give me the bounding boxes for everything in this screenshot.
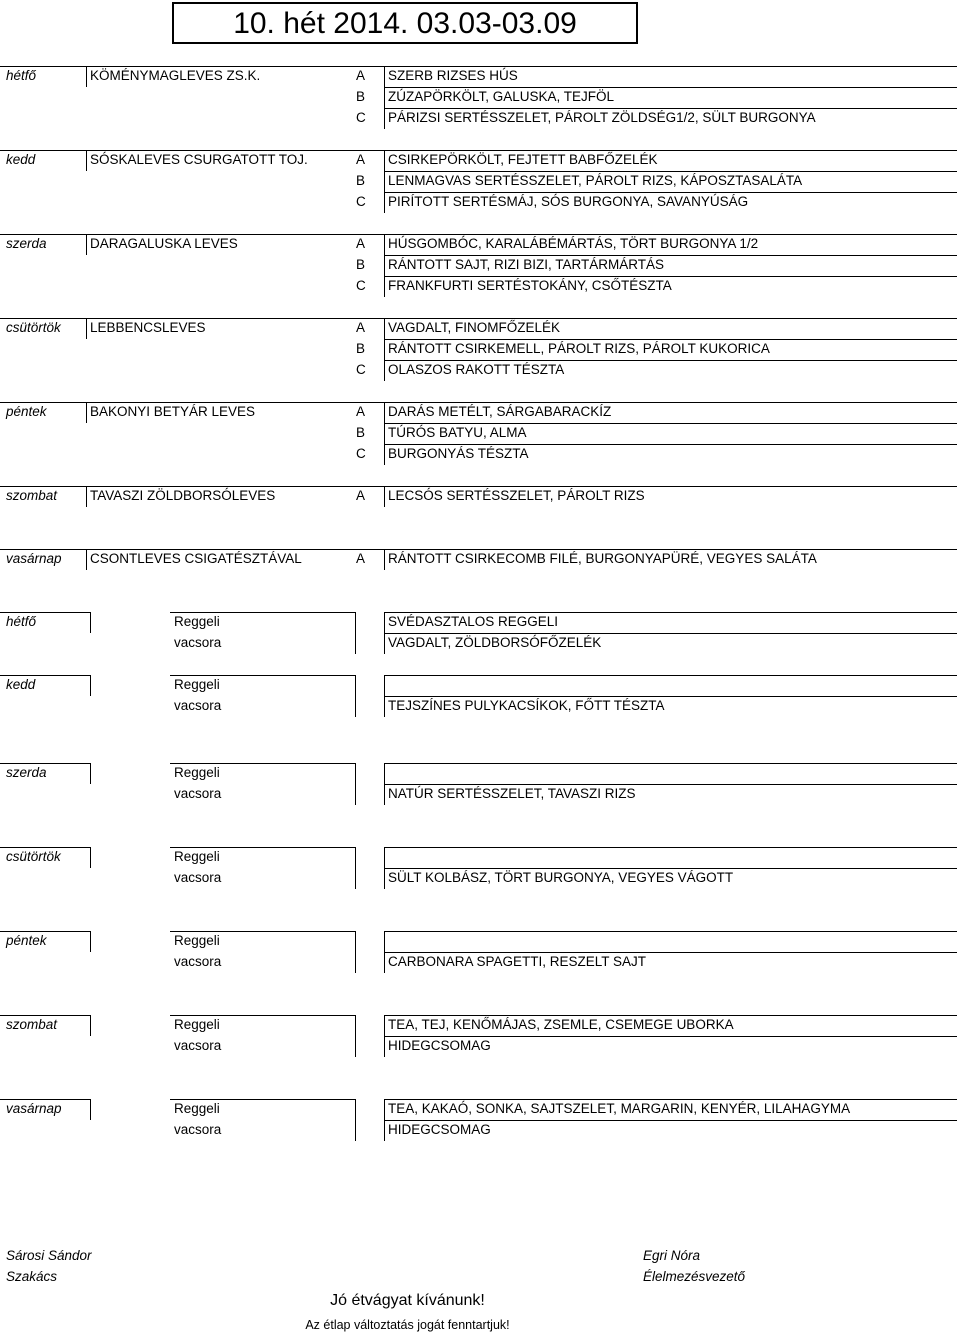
dish-name: RÁNTOTT CSIRKECOMB FILÉ, BURGONYAPÜRÉ, VEGYES SALÁTA bbox=[388, 551, 817, 566]
signature-right-role: Élelmezésvezető bbox=[643, 1269, 746, 1284]
column-divider bbox=[355, 612, 356, 654]
signature-right-name: Egri Nóra bbox=[643, 1248, 701, 1263]
day-label: vasárnap bbox=[6, 551, 62, 566]
column-divider bbox=[355, 847, 356, 889]
cell-border bbox=[384, 87, 957, 88]
option-letter: A bbox=[356, 152, 366, 167]
cell-border bbox=[384, 255, 957, 256]
column-divider bbox=[384, 255, 385, 276]
day-label: hétfő bbox=[6, 614, 37, 629]
day-label: szerda bbox=[6, 236, 47, 251]
day-label: csütörtök bbox=[6, 320, 61, 335]
dinner-dish: SÜLT KOLBÁSZ, TÖRT BURGONYA, VEGYES VÁGOTT bbox=[388, 870, 734, 885]
dish-name: SZERB RIZSES HÚS bbox=[388, 68, 518, 83]
dish-name: PIRÍTOTT SERTÉSMÁJ, SÓS BURGONYA, SAVANYÚSÁG bbox=[388, 194, 749, 209]
option-letter: A bbox=[356, 404, 366, 419]
dish-name: RÁNTOTT CSIRKEMELL, PÁROLT RIZS, PÁROLT KUKORICA bbox=[388, 341, 770, 356]
column-divider bbox=[86, 234, 87, 255]
column-divider bbox=[86, 402, 87, 423]
option-letter: A bbox=[356, 68, 366, 83]
breakfast-label: Reggeli bbox=[174, 933, 220, 948]
column-divider bbox=[384, 549, 385, 570]
row-separator bbox=[384, 931, 957, 932]
column-divider bbox=[86, 549, 87, 570]
dinner-dish: TEJSZÍNES PULYKACSÍKOK, FŐTT TÉSZTA bbox=[388, 698, 665, 713]
column-divider bbox=[384, 444, 385, 465]
day-label: kedd bbox=[6, 677, 36, 692]
column-divider bbox=[86, 318, 87, 339]
column-divider bbox=[90, 675, 91, 696]
dish-name: FRANKFURTI SERTÉSTOKÁNY, CSŐTÉSZTA bbox=[388, 278, 672, 293]
option-letter: C bbox=[356, 278, 366, 293]
soup-name: TAVASZI ZÖLDBORSÓLEVES bbox=[90, 488, 276, 503]
dinner-label: vacsora bbox=[174, 1038, 222, 1053]
day-label: szombat bbox=[6, 1017, 58, 1032]
column-divider bbox=[355, 675, 356, 717]
row-separator bbox=[384, 763, 957, 764]
column-divider bbox=[90, 1015, 91, 1036]
option-letter: B bbox=[356, 341, 366, 356]
column-divider bbox=[86, 66, 87, 87]
signature-left-name: Sárosi Sándor bbox=[6, 1248, 92, 1263]
day-label: vasárnap bbox=[6, 1101, 62, 1116]
option-letter: B bbox=[356, 173, 366, 188]
option-letter: B bbox=[356, 89, 366, 104]
dinner-label: vacsora bbox=[174, 635, 222, 650]
option-letter: A bbox=[356, 488, 366, 503]
option-letter: A bbox=[356, 236, 366, 251]
dish-name: BURGONYÁS TÉSZTA bbox=[388, 446, 529, 461]
dinner-label: vacsora bbox=[174, 1122, 222, 1137]
column-divider bbox=[384, 402, 385, 423]
column-divider bbox=[90, 931, 91, 952]
dinner-dish: HIDEGCSOMAG bbox=[388, 1038, 491, 1053]
day-label: péntek bbox=[6, 933, 47, 948]
breakfast-label: Reggeli bbox=[174, 1101, 220, 1116]
day-label: szerda bbox=[6, 765, 47, 780]
footer-greeting: Jó étvágyat kívánunk! bbox=[330, 1292, 485, 1309]
column-divider bbox=[384, 486, 385, 507]
day-label: péntek bbox=[6, 404, 47, 419]
option-letter: B bbox=[356, 425, 366, 440]
column-divider bbox=[90, 1099, 91, 1120]
column-divider bbox=[90, 612, 91, 633]
option-letter: A bbox=[356, 551, 366, 566]
breakfast-label: Reggeli bbox=[174, 849, 220, 864]
day-label: csütörtök bbox=[6, 849, 61, 864]
breakfast-dish: SVÉDASZTALOS REGGELI bbox=[388, 614, 559, 629]
column-divider bbox=[384, 360, 385, 381]
cell-border bbox=[384, 276, 957, 277]
day-label: kedd bbox=[6, 152, 36, 167]
cell-border bbox=[384, 171, 957, 172]
column-divider bbox=[384, 276, 385, 297]
cell-border bbox=[384, 339, 957, 340]
dish-name: CSIRKEPÖRKÖLT, FEJTETT BABFŐZELÉK bbox=[388, 152, 658, 167]
column-divider bbox=[384, 150, 385, 171]
cell-border bbox=[384, 360, 957, 361]
breakfast-label: Reggeli bbox=[174, 614, 220, 629]
row-separator bbox=[384, 847, 957, 848]
day-label: hétfő bbox=[6, 68, 37, 83]
day-label: szombat bbox=[6, 488, 58, 503]
column-divider bbox=[384, 192, 385, 213]
dish-name: LENMAGVAS SERTÉSSZELET, PÁROLT RIZS, KÁPOSZTASALÁTA bbox=[388, 173, 803, 188]
cell-border bbox=[384, 108, 957, 109]
option-letter: C bbox=[356, 194, 366, 209]
column-divider bbox=[90, 847, 91, 868]
option-letter: B bbox=[356, 257, 366, 272]
dinner-label: vacsora bbox=[174, 954, 222, 969]
column-divider bbox=[384, 339, 385, 360]
dinner-dish: CARBONARA SPAGETTI, RESZELT SAJT bbox=[388, 954, 647, 969]
soup-name: CSONTLEVES CSIGATÉSZTÁVAL bbox=[90, 551, 302, 566]
soup-name: LEBBENCSLEVES bbox=[90, 320, 206, 335]
option-letter: C bbox=[356, 362, 366, 377]
row-separator bbox=[384, 675, 957, 676]
soup-name: SÓSKALEVES CSURGATOTT TOJ. bbox=[90, 152, 308, 167]
breakfast-label: Reggeli bbox=[174, 765, 220, 780]
column-divider bbox=[384, 66, 385, 87]
dinner-dish: VAGDALT, ZÖLDBORSÓFŐZELÉK bbox=[388, 635, 602, 650]
column-divider bbox=[90, 763, 91, 784]
dish-name: PÁRIZSI SERTÉSSZELET, PÁROLT ZÖLDSÉG1/2, SÜLT BURGONYA bbox=[388, 110, 816, 125]
breakfast-dish: TEA, KAKAÓ, SONKA, SAJTSZELET, MARGARIN, KENYÉR, LILAHAGYMA bbox=[388, 1101, 851, 1116]
column-divider bbox=[86, 486, 87, 507]
dish-name: DARÁS METÉLT, SÁRGABARACKÍZ bbox=[388, 404, 612, 419]
cell-border bbox=[384, 444, 957, 445]
breakfast-dish: TEA, TEJ, KENŐMÁJAS, ZSEMLE, CSEMEGE UBORKA bbox=[388, 1017, 734, 1032]
dish-name: VAGDALT, FINOMFŐZELÉK bbox=[388, 320, 561, 335]
dinner-dish: HIDEGCSOMAG bbox=[388, 1122, 491, 1137]
soup-name: KÖMÉNYMAGLEVES ZS.K. bbox=[90, 68, 261, 83]
column-divider bbox=[384, 87, 385, 108]
column-divider bbox=[355, 1015, 356, 1057]
dish-name: TÚRÓS BATYU, ALMA bbox=[388, 425, 527, 440]
column-divider bbox=[355, 931, 356, 973]
soup-name: BAKONYI BETYÁR LEVES bbox=[90, 404, 256, 419]
column-divider bbox=[384, 423, 385, 444]
column-divider bbox=[384, 234, 385, 255]
column-divider bbox=[384, 171, 385, 192]
footer-note: Az étlap változtatás jogát fenntartjuk! bbox=[305, 1318, 510, 1332]
breakfast-label: Reggeli bbox=[174, 1017, 220, 1032]
dish-name: HÚSGOMBÓC, KARALÁBÉMÁRTÁS, TÖRT BURGONYA 1/2 bbox=[388, 236, 759, 251]
breakfast-label: Reggeli bbox=[174, 677, 220, 692]
dinner-label: vacsora bbox=[174, 870, 222, 885]
option-letter: A bbox=[356, 320, 366, 335]
option-letter: C bbox=[356, 446, 366, 461]
cell-border bbox=[384, 423, 957, 424]
page-title: 10. hét 2014. 03.03-03.09 bbox=[172, 2, 638, 44]
cell-border bbox=[384, 192, 957, 193]
dinner-label: vacsora bbox=[174, 786, 222, 801]
column-divider bbox=[86, 150, 87, 171]
dish-name: ZÚZAPÖRKÖLT, GALUSKA, TEJFÖL bbox=[388, 89, 615, 104]
dish-name: RÁNTOTT SAJT, RIZI BIZI, TARTÁRMÁRTÁS bbox=[388, 257, 665, 272]
dish-name: OLASZOS RAKOTT TÉSZTA bbox=[388, 362, 565, 377]
option-letter: C bbox=[356, 110, 366, 125]
soup-name: DARAGALUSKA LEVES bbox=[90, 236, 238, 251]
column-divider bbox=[384, 108, 385, 129]
dinner-dish: NATÚR SERTÉSSZELET, TAVASZI RIZS bbox=[388, 786, 636, 801]
column-divider bbox=[355, 763, 356, 805]
column-divider bbox=[384, 318, 385, 339]
column-divider bbox=[355, 1099, 356, 1141]
dinner-label: vacsora bbox=[174, 698, 222, 713]
signature-left-role: Szakács bbox=[6, 1269, 58, 1284]
dish-name: LECSÓS SERTÉSSZELET, PÁROLT RIZS bbox=[388, 488, 645, 503]
